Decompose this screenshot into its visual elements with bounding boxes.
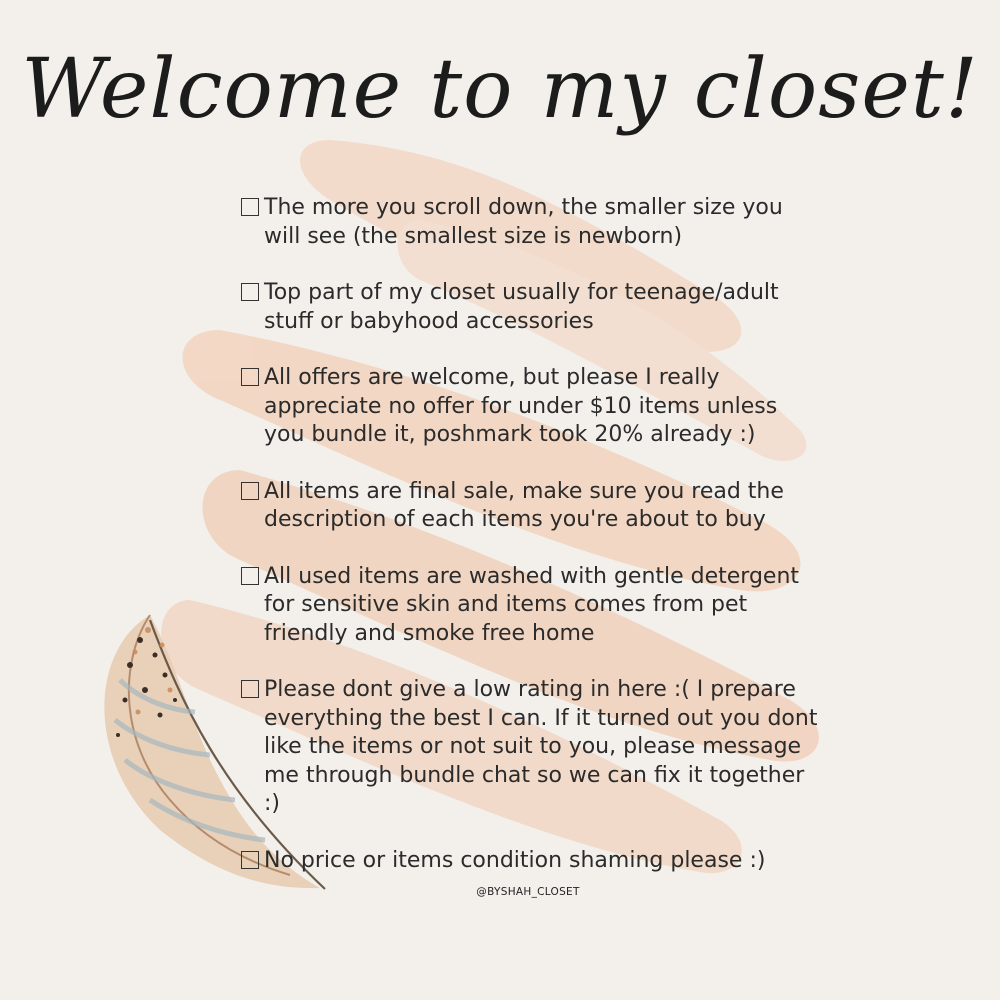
checkbox-icon: [241, 851, 259, 869]
checkbox-icon: [241, 198, 259, 216]
list-item: [240, 478, 820, 535]
list-item: [240, 847, 820, 876]
list-item: [240, 676, 820, 819]
checkbox-icon: [241, 368, 259, 386]
page-title: Welcome to my closet!: [21, 42, 979, 137]
checkbox-icon: [241, 567, 259, 585]
checkbox-icon: [241, 680, 259, 698]
rule-text: All used items are washed with gentle detergent for sensitive skin and items comes from pet friendly and smoke free home: [264, 563, 800, 646]
rule-text: All items are final sale, make sure you read the description of each items you're about to buy: [264, 478, 784, 532]
rule-text: All offers are welcome, but please I really appreciate no offer for under $10 items unless you bundle it, poshmark took 20% already :): [264, 365, 778, 447]
list-item: [240, 563, 820, 649]
checkbox-icon: [241, 482, 259, 500]
list-item: [240, 279, 820, 336]
rule-text: Top part of my closet usually for teenage/adult stuff or babyhood accessories: [264, 280, 779, 334]
rule-text: The more you scroll down, the smaller size you will see (the smallest size is newborn): [264, 195, 783, 249]
rule-text: Please dont give a low rating in here :( I prepare everything the best I can. If it turned out you dont like the items or not suit to you, please message me through bundle chat so we can fix it together :): [264, 677, 818, 816]
shop-handle: @BYSHAH_CLOSET: [476, 886, 580, 898]
rule-text: No price or items condition shaming please :): [264, 847, 766, 873]
rules-list: [240, 194, 820, 903]
list-item: [240, 364, 820, 450]
list-item: [240, 194, 820, 251]
checkbox-icon: [241, 283, 259, 301]
